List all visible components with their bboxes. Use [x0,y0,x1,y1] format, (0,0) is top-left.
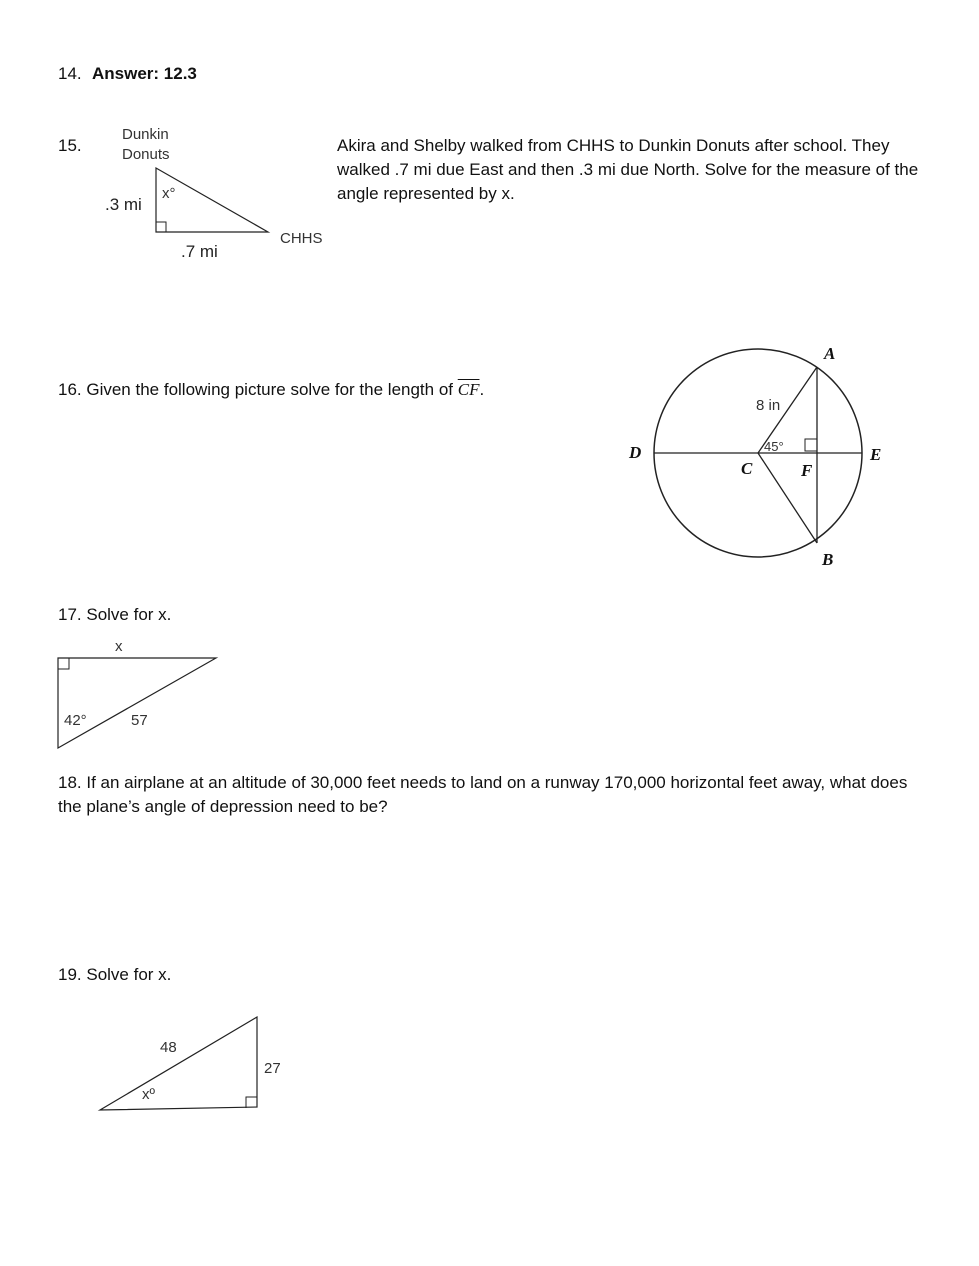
q19-text: 19. Solve for x. [58,965,172,984]
q17-hyp-label: 57 [131,712,148,729]
q16-text-after: . [479,380,485,399]
q15-label-dunkin: Dunkin [122,126,169,143]
q16-label-e: E [870,445,882,464]
q18-text: 18. If an airplane at an altitude of 30,000 feet needs to land on a runway 170,000 horizontal feet away, what does the plane’s angle of depression need to be? [58,773,908,816]
q14-answer: Answer: 12.3 [92,64,197,83]
q17-angle-label: 42° [64,712,87,729]
q15-number: 15. [58,136,82,155]
q15-text: Akira and Shelby walked from CHHS to Dunkin Donuts after school. They walked .7 mi due East and then .3 mi due North. Solve for the measure of the angle represented by x. [337,136,919,203]
q19-angle-label: xº [142,1086,155,1103]
q15-vertical-length: .3 mi [105,195,142,214]
q15-horizontal-length: .7 mi [181,242,218,261]
q16-label-f: F [801,461,813,480]
q17-label-x: x [115,638,123,655]
q16-segment-cf: $\overline{CF}$ [457,380,480,399]
q19-hyp-label: 48 [160,1039,177,1056]
q15-label-donuts: Donuts [122,146,170,163]
q16-label-c: C [741,459,753,478]
q16-angle-label: 45° [764,439,784,454]
q16-radius-label: 8 in [756,397,781,414]
q15-angle-x: x° [162,185,176,202]
q16-label-d: D [629,443,642,462]
q16-label-a: A [824,344,836,363]
q14-number: 14. [58,64,82,83]
q19-side-label: 27 [264,1060,281,1077]
q16-text-before: 16. Given the following picture solve for the length of [58,380,458,399]
q17-text: 17. Solve for x. [58,605,172,624]
q15-label-chhs: CHHS [280,230,323,247]
q16-label-b: B [822,550,834,569]
